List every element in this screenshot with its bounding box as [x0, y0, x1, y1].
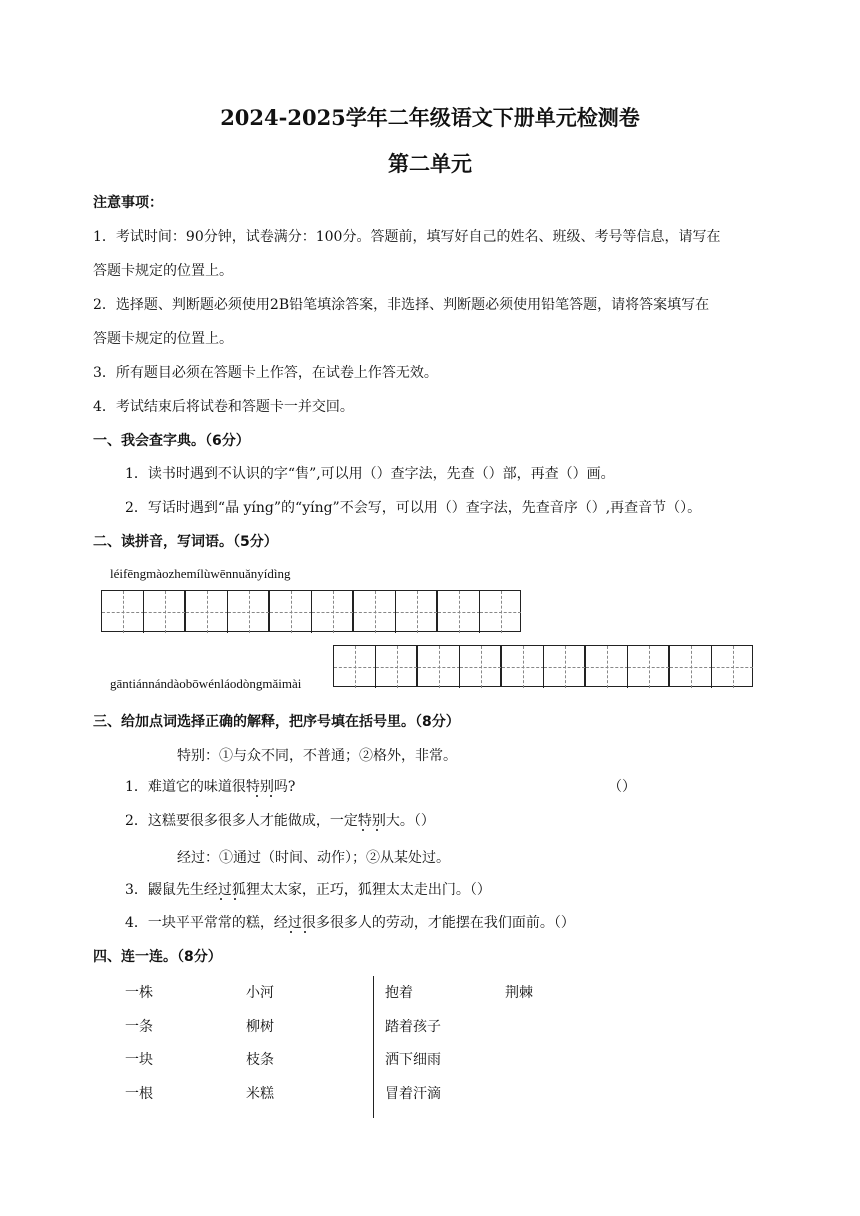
section1-question: 1．读书时遇到不认识的字“售”,可以用（）查字法，先查（）部，再查（）画。 [125, 466, 615, 482]
match-item[interactable]: 柳树 [246, 1019, 274, 1035]
writing-box[interactable] [353, 590, 437, 632]
section4-heading: 四、连一连。（8分） [93, 949, 222, 965]
definition-tebie: 特别：①与众不同，不普通；②格外，非常。 [177, 748, 457, 764]
column-divider [373, 976, 374, 1118]
emphasis-dot [362, 829, 364, 831]
emphasis-dot [304, 931, 306, 933]
pinyin-row-1: léifēngmàozhemílùwēnnuǎnyídìng [110, 566, 291, 581]
section3-question: 3．鼹鼠先生经过狐狸太太家，正巧，狐狸太太走出门。（） [125, 882, 491, 898]
writing-box[interactable] [669, 645, 753, 687]
section3-question: 4．一块平平常常的糕，经过很多很多人的劳动，才能摆在我们面前。（） [125, 915, 575, 931]
match-item[interactable]: 一块 [125, 1052, 153, 1068]
match-item[interactable]: 一根 [125, 1086, 153, 1102]
emphasis-dot [376, 829, 378, 831]
writing-box[interactable] [101, 590, 185, 632]
section3-heading: 三、给加点词选择正确的解释，把序号填在括号里。（8分） [93, 714, 460, 730]
emphasis-dot [220, 898, 222, 900]
notice-line: 3．所有题目必须在答题卡上作答，在试卷上作答无效。 [93, 365, 438, 381]
match-item[interactable]: 踏着孩子 [385, 1019, 441, 1035]
section1-heading: 一、我会查字典。（6分） [93, 433, 250, 449]
notice-line: 答题卡规定的位置上。 [93, 331, 233, 347]
match-item[interactable]: 小河 [246, 985, 274, 1001]
notice-line: 1．考试时间：90分钟，试卷满分：100分。答题前，填写好自己的姓名、班级、考号等信息，请写在 [93, 229, 721, 245]
notice-line: 答题卡规定的位置上。 [93, 263, 233, 279]
writing-box[interactable] [333, 645, 417, 687]
writing-grid-row-2[interactable] [333, 645, 753, 687]
emphasis-dot [290, 931, 292, 933]
match-item[interactable]: 一株 [125, 985, 153, 1001]
writing-box[interactable] [501, 645, 585, 687]
emphasis-dot [234, 898, 236, 900]
match-item[interactable]: 冒着汗滴 [385, 1086, 441, 1102]
notice-line: 2．选择题、判断题必须使用2B铅笔填涂答案，非选择、判断题必须使用铅笔答题，请将答案填写在 [93, 297, 710, 313]
definition-jingguo: 经过：①通过（时间、动作）；②从某处过。 [177, 850, 450, 866]
emphasis-dot [256, 795, 258, 797]
pinyin-row-2: gāntiánnándàobōwénláodòngmǎimài [110, 676, 302, 691]
notice-heading: 注意事项： [93, 195, 163, 211]
answer-paren: （） [608, 779, 636, 795]
section1-question: 2．写话时遇到“晶 yíng”的“yíng”不会写，可以用（）查字法，先查音序（）,再查音节（）。 [125, 500, 702, 516]
section3-question: 2．这糕要很多很多人才能做成，一定特别大。（） [125, 813, 435, 829]
exam-subtitle: 第二单元 [388, 151, 472, 176]
match-item[interactable]: 荆棘 [505, 985, 533, 1001]
writing-grid-row-1[interactable] [101, 590, 521, 632]
match-item[interactable]: 米糕 [246, 1086, 274, 1102]
match-item[interactable]: 一条 [125, 1019, 153, 1035]
writing-box[interactable] [417, 645, 501, 687]
writing-box[interactable] [185, 590, 269, 632]
match-item[interactable]: 枝条 [246, 1052, 274, 1068]
emphasis-dot [270, 795, 272, 797]
writing-box[interactable] [437, 590, 521, 632]
writing-box[interactable] [585, 645, 669, 687]
exam-title: 2024-2025学年二年级语文下册单元检测卷 [220, 105, 640, 130]
section2-heading: 二、读拼音，写词语。（5分） [93, 534, 278, 550]
match-item[interactable]: 抱着 [385, 985, 413, 1001]
match-item[interactable]: 洒下细雨 [385, 1052, 441, 1068]
section3-question: 1．难道它的味道很特别吗? [125, 779, 296, 795]
notice-line: 4．考试结束后将试卷和答题卡一并交回。 [93, 399, 354, 415]
writing-box[interactable] [269, 590, 353, 632]
